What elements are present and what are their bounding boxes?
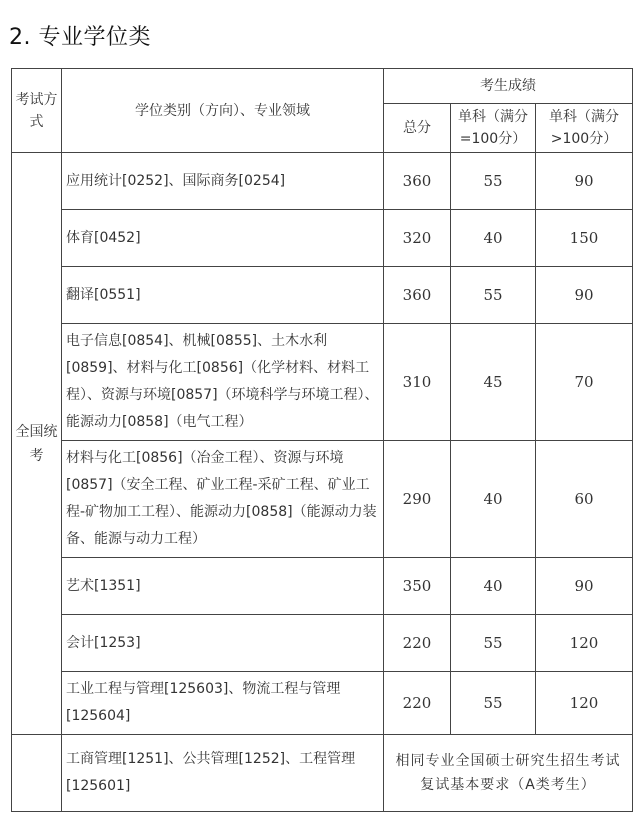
- single-100-cell: 40: [451, 210, 536, 267]
- empty-method-cell: [12, 735, 62, 812]
- field-cell: 艺术[1351]: [62, 558, 384, 615]
- header-exam-method: 考试方式: [12, 69, 62, 153]
- field-cell: 翻译[0551]: [62, 267, 384, 324]
- single-gt100-cell: 150: [536, 210, 633, 267]
- score-requirements-table: [11, 68, 633, 812]
- field-cell: 会计[1253]: [62, 615, 384, 672]
- field-cell: 工商管理[1251]、公共管理[1252]、工程管理[125601]: [62, 735, 384, 812]
- single-100-cell: 55: [451, 267, 536, 324]
- total-score-cell: 360: [384, 267, 451, 324]
- single-100-cell: 40: [451, 441, 536, 558]
- single-100-cell: 45: [451, 324, 536, 441]
- table-row: [12, 267, 633, 324]
- total-score-cell: 220: [384, 672, 451, 735]
- page-heading: 2. 专业学位类: [9, 25, 151, 50]
- table-row: [12, 441, 633, 558]
- header-row-1: [12, 69, 633, 104]
- total-score-cell: 290: [384, 441, 451, 558]
- header-single-gt100: 单科（满分>100分）: [536, 104, 633, 153]
- total-score-cell: 220: [384, 615, 451, 672]
- field-cell: 工业工程与管理[125603]、物流工程与管理[125604]: [62, 672, 384, 735]
- note-cell: 相同专业全国硕士研究生招生考试复试基本要求（A类考生）: [384, 735, 633, 812]
- single-gt100-cell: 90: [536, 267, 633, 324]
- single-100-cell: 55: [451, 615, 536, 672]
- table-row: [12, 210, 633, 267]
- single-gt100-cell: 120: [536, 615, 633, 672]
- field-cell: 应用统计[0252]、国际商务[0254]: [62, 153, 384, 210]
- table-row: [12, 153, 633, 210]
- total-score-cell: 360: [384, 153, 451, 210]
- header-category: 学位类别（方向）、专业领域: [62, 69, 384, 153]
- single-100-cell: 55: [451, 672, 536, 735]
- table-row: [12, 324, 633, 441]
- single-100-cell: 40: [451, 558, 536, 615]
- header-total: 总分: [384, 104, 451, 153]
- single-gt100-cell: 90: [536, 558, 633, 615]
- table-row: [12, 615, 633, 672]
- single-gt100-cell: 90: [536, 153, 633, 210]
- field-cell: 体育[0452]: [62, 210, 384, 267]
- table-row: [12, 735, 633, 812]
- single-gt100-cell: 70: [536, 324, 633, 441]
- single-gt100-cell: 60: [536, 441, 633, 558]
- field-cell: 材料与化工[0856]（冶金工程）、资源与环境[0857]（安全工程、矿业工程-采矿工程、矿业工程-矿物加工工程）、能源动力[0858]（能源动力装备、能源与动力工程）: [62, 441, 384, 558]
- table-row: [12, 558, 633, 615]
- total-score-cell: 310: [384, 324, 451, 441]
- total-score-cell: 320: [384, 210, 451, 267]
- header-scores: 考生成绩: [384, 69, 633, 104]
- single-gt100-cell: 120: [536, 672, 633, 735]
- field-cell: 电子信息[0854]、机械[0855]、土木水利[0859]、材料与化工[0856]（化学材料、材料工程）、资源与环境[0857]（环境科学与环境工程）、能源动力[0858]（电气工程）: [62, 324, 384, 441]
- total-score-cell: 350: [384, 558, 451, 615]
- single-100-cell: 55: [451, 153, 536, 210]
- table-row: [12, 672, 633, 735]
- exam-method-cell: 全国统考: [12, 153, 62, 735]
- header-single-100: 单科（满分=100分）: [451, 104, 536, 153]
